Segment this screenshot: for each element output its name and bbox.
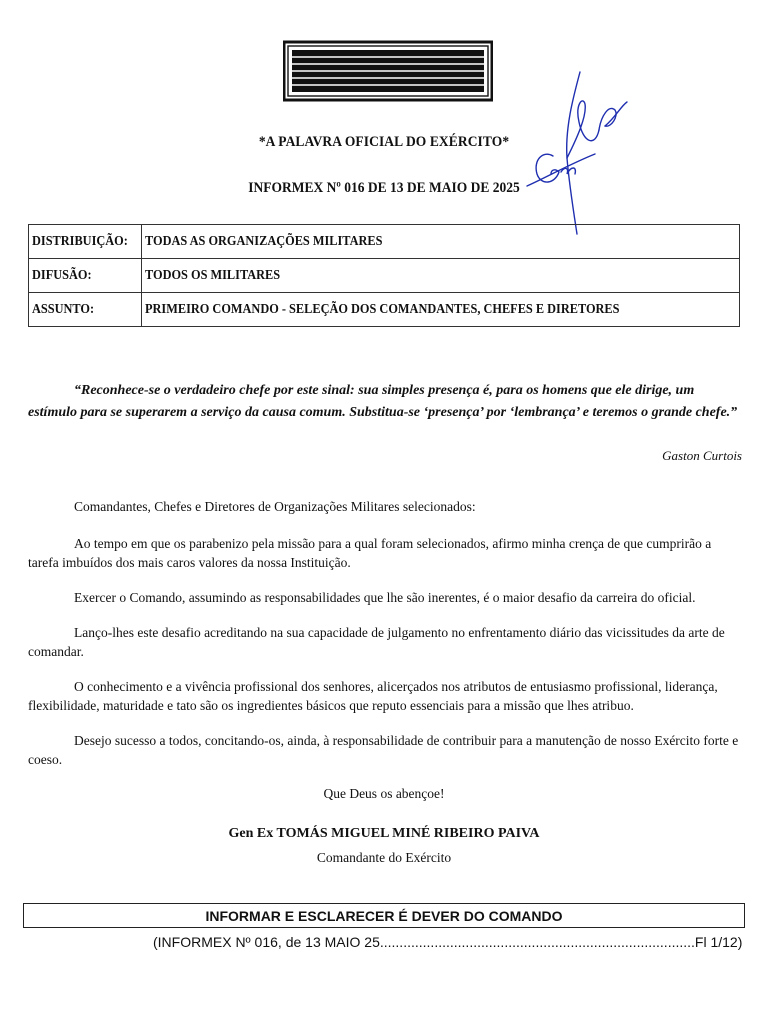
footer-reference: (INFORMEX Nº 016, de 13 MAIO 25.................................................................................Fl 1/12): [153, 934, 743, 950]
footer-motto: INFORMAR E ESCLARECER É DEVER DO COMANDO: [23, 903, 745, 928]
paragraph: Desejo sucesso a todos, concitando-os, ainda, à responsabilidade de contribuir para a manutenção de nosso Exército forte e coeso.: [28, 733, 739, 767]
letter-body: [28, 497, 740, 803]
tagline: *A PALAVRA OFICIAL DO EXÉRCITO*: [258, 134, 510, 150]
signatory-role: Comandante do Exército: [316, 850, 452, 865]
greeting: Comandantes, Chefes e Diretores de Organizações Militares selecionados:: [74, 499, 476, 514]
closing-line: Que Deus os abençoe!: [323, 786, 445, 801]
subject-label: ASSUNTO:: [32, 301, 95, 317]
quote-author: Gaston Curtois: [662, 448, 742, 463]
paragraph: Exercer o Comando, assumindo as responsabilidades que lhe são inerentes, é o maior desafio da carreira do oficial.: [74, 590, 696, 605]
distribution-label: DISTRIBUIÇÃO:: [32, 233, 128, 249]
paragraph: O conhecimento e a vivência profissional dos senhores, alicerçados nos atributos de entusiasmo profissional, liderança, flexibilidade, maturidade e tato são os ingredientes básicos que reputo essenciais para a missão que lhes atribuo.: [28, 679, 718, 713]
diffusion-row: [29, 259, 740, 293]
subject-row: [29, 293, 740, 327]
paragraph: Lanço-lhes este desafio acreditando na sua capacidade de julgamento no enfrentamento diário das vicissitudes da arte de comandar.: [28, 625, 725, 659]
distribution-value: TODAS AS ORGANIZAÇÕES MILITARES: [144, 233, 383, 249]
handwritten-signature: [525, 68, 633, 238]
paragraph: Ao tempo em que os parabenizo pela missão para a qual foram selecionados, afirmo minha crença de que cumprirão a tarefa imbuídos dos mais caros valores da nossa Instituição.: [28, 536, 712, 570]
signatory-name: Gen Ex TOMÁS MIGUEL MINÉ RIBEIRO PAIVA: [228, 826, 540, 841]
edition-title: INFORMEX Nº 016 DE 13 DE MAIO DE 2025: [248, 180, 520, 196]
informex-logo: [283, 40, 493, 102]
subject-value: PRIMEIRO COMANDO - SELEÇÃO DOS COMANDANTES, CHEFES E DIRETORES: [144, 301, 620, 317]
epigraph-quote: “Reconhece-se o verdadeiro chefe por este sinal: sua simples presença é, para os homens que ele dirige, um estímulo para se superarem a serviço da causa comum. Substitua-se ‘presença’ por ‘lembrança’ e teremos o grande chefe.”: [28, 383, 738, 420]
diffusion-label: DIFUSÃO:: [32, 267, 92, 283]
diffusion-value: TODOS OS MILITARES: [144, 267, 281, 283]
distribution-row: [29, 225, 740, 259]
distribution-table: [28, 224, 740, 327]
